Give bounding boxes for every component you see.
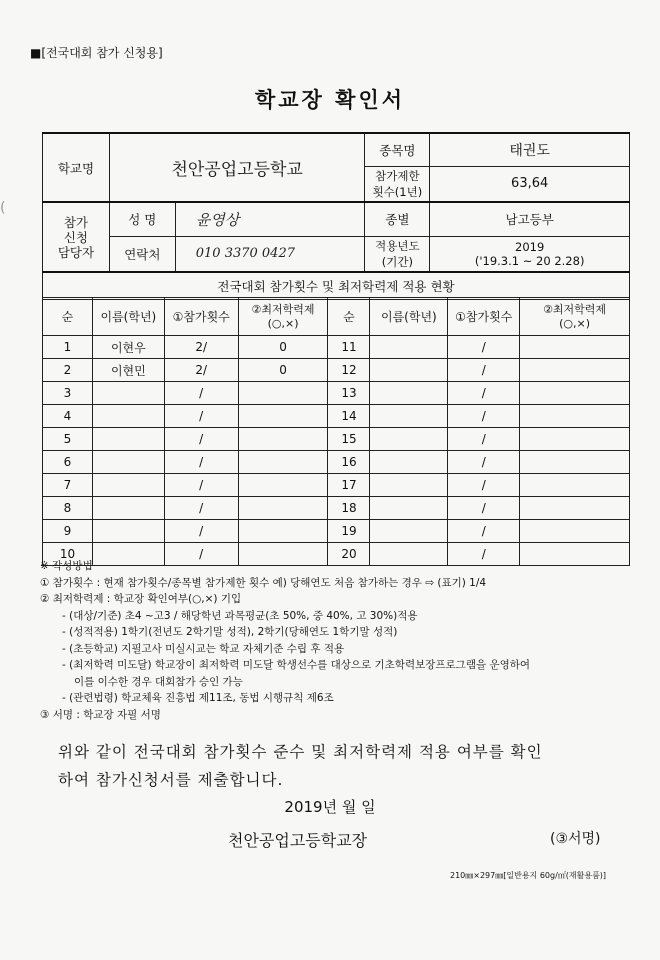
- signature-placeholder: (③서명): [550, 831, 601, 847]
- row-min: [520, 474, 630, 497]
- row-name: [370, 382, 448, 405]
- row-min: [238, 520, 328, 543]
- row-min: [238, 428, 328, 451]
- row-min: 0: [238, 359, 328, 382]
- row-no: 16: [328, 451, 370, 474]
- statement-line-1: 위와 같이 전국대회 참가횟수 준수 및 최저학력제 적용 여부를 확인: [58, 743, 543, 761]
- row-name: [92, 405, 164, 428]
- table-header-row: [43, 298, 630, 336]
- row-name: [370, 451, 448, 474]
- margin-mark: (: [0, 200, 6, 216]
- table-row: [43, 405, 630, 428]
- col-min: ②최저학력제 (○,×): [238, 298, 328, 336]
- row-no: 5: [43, 428, 93, 451]
- row-min: [520, 405, 630, 428]
- row-count: /: [448, 359, 520, 382]
- row-name: [370, 336, 448, 359]
- row-count: /: [448, 428, 520, 451]
- division-label: 종별: [365, 202, 430, 236]
- col-name-2: 이름(학년): [370, 298, 448, 336]
- row-count: /: [164, 405, 238, 428]
- row-no: 13: [328, 382, 370, 405]
- name-label: 성 명: [109, 202, 175, 236]
- row-count: /: [448, 405, 520, 428]
- row-count: /: [448, 520, 520, 543]
- note-2c: - (초등학교) 지필고사 미실시교는 학교 자체기준 수립 후 적용: [62, 642, 345, 655]
- table-row: [43, 359, 630, 382]
- participation-table: [42, 297, 630, 566]
- section-title: 전국대회 참가횟수 및 최저학력제 적용 현황: [43, 272, 630, 300]
- row-count: /: [164, 382, 238, 405]
- date-line: 2019년 월 일: [284, 798, 376, 816]
- table-row: [43, 336, 630, 359]
- row-count: /: [164, 428, 238, 451]
- row-min: [520, 451, 630, 474]
- note-2e: - (관련법령) 학교체육 진흥법 제11조, 동법 시행규칙 제6조: [62, 692, 334, 704]
- row-min: [238, 405, 328, 428]
- row-no: 2: [43, 359, 93, 382]
- row-no: 12: [328, 359, 370, 382]
- row-name: [370, 405, 448, 428]
- col-count: ①참가횟수: [164, 298, 238, 336]
- row-name: 이현우: [92, 336, 164, 359]
- row-no: 20: [328, 543, 370, 566]
- row-count: /: [164, 520, 238, 543]
- notes-heading: ※ 작성방법: [40, 560, 93, 572]
- name-value: 윤영상: [175, 202, 365, 236]
- col-name: 이름(학년): [92, 298, 164, 336]
- row-no: 18: [328, 497, 370, 520]
- contact-label: 연락처: [109, 236, 175, 272]
- col-no: 순: [43, 298, 93, 336]
- row-count: 2/: [164, 359, 238, 382]
- row-min: [238, 451, 328, 474]
- row-min: [520, 428, 630, 451]
- row-name: [92, 497, 164, 520]
- form-tag: ■[전국대회 참가 신청용]: [30, 46, 163, 60]
- year-label: 적용년도 (기간): [365, 236, 430, 272]
- row-count: /: [448, 336, 520, 359]
- row-count: /: [448, 451, 520, 474]
- row-min: [238, 382, 328, 405]
- row-name: [92, 520, 164, 543]
- row-no: 7: [43, 474, 93, 497]
- row-no: 6: [43, 451, 93, 474]
- row-no: 11: [328, 336, 370, 359]
- row-count: /: [448, 474, 520, 497]
- row-no: 14: [328, 405, 370, 428]
- row-no: 15: [328, 428, 370, 451]
- row-count: /: [164, 497, 238, 520]
- row-name: 이현민: [92, 359, 164, 382]
- note-2d: - (최저학력 미도달) 학교장이 최저학력 미도달 학생선수를 대상으로 기초학력보장프로그램을 운영하여: [62, 659, 531, 671]
- row-name: [92, 474, 164, 497]
- row-min: [238, 497, 328, 520]
- row-name: [370, 474, 448, 497]
- note-2: ② 최저학력제 : 학교장 확인여부(○,×) 기입: [40, 593, 242, 605]
- table-row: [43, 428, 630, 451]
- school-value: 천안공업고등학교: [109, 133, 365, 202]
- applicant-label: 참가 신청 담당자: [43, 202, 110, 272]
- col-no-2: 순: [328, 298, 370, 336]
- row-no: 19: [328, 520, 370, 543]
- instructions: [40, 558, 640, 723]
- row-no: 17: [328, 474, 370, 497]
- division-value: 남고등부: [430, 202, 630, 236]
- statement: [58, 738, 618, 794]
- contact-value: 010 3370 0427: [175, 236, 365, 272]
- note-3: ③ 서명 : 학교장 자필 서명: [40, 708, 161, 721]
- row-count: /: [448, 382, 520, 405]
- row-min: [520, 520, 630, 543]
- principal-title: 천안공업고등학교장: [228, 831, 368, 850]
- page-title: 학교장 확인서: [254, 88, 406, 112]
- row-name: [92, 382, 164, 405]
- event-label: 종목명: [365, 133, 430, 166]
- info-table: [42, 132, 630, 300]
- table-row: [43, 497, 630, 520]
- row-count: 2/: [164, 336, 238, 359]
- table-row: [43, 451, 630, 474]
- limit-label: 참가제한 횟수(1년): [365, 166, 430, 202]
- col-count-2: ①참가횟수: [448, 298, 520, 336]
- row-no: 3: [43, 382, 93, 405]
- row-no: 8: [43, 497, 93, 520]
- row-no: 4: [43, 405, 93, 428]
- row-min: [520, 497, 630, 520]
- row-name: [92, 451, 164, 474]
- row-min: [238, 474, 328, 497]
- limit-value: 63,64: [430, 166, 630, 202]
- paper-spec: 210㎜×297㎜[일반용지 60g/㎡(재활용품)]: [450, 871, 607, 880]
- note-1: ① 참가횟수 : 현재 참가횟수/종목별 참가제한 횟수 예) 당해연도 처음 참가하는 경우 ⇨ (표기) 1/4: [40, 576, 487, 589]
- row-name: [370, 497, 448, 520]
- table-row: [43, 474, 630, 497]
- row-min: 0: [238, 336, 328, 359]
- row-name: [92, 428, 164, 451]
- table-row: [43, 382, 630, 405]
- row-count: /: [164, 474, 238, 497]
- row-count: /: [164, 543, 238, 566]
- row-min: [520, 359, 630, 382]
- row-min: [520, 382, 630, 405]
- row-no: 10: [43, 543, 93, 566]
- row-name: [370, 428, 448, 451]
- row-no: 1: [43, 336, 93, 359]
- row-count: /: [164, 451, 238, 474]
- row-count: /: [448, 497, 520, 520]
- statement-line-2: 하여 참가신청서를 제출합니다.: [58, 771, 284, 789]
- row-no: 9: [43, 520, 93, 543]
- note-2a: - (대상/기준) 초4 ~고3 / 해당학년 과목평균(초 50%, 중 40%, 고 30%)적용: [62, 609, 418, 622]
- row-count: /: [448, 543, 520, 566]
- row-name: [370, 359, 448, 382]
- school-label: 학교명: [43, 133, 110, 202]
- note-2d-cont: 이를 이수한 경우 대회참가 승인 가능: [74, 675, 243, 688]
- col-min-2: ②최저학력제 (○,×): [520, 298, 630, 336]
- event-value: 태권도: [430, 133, 630, 166]
- table-row: [43, 520, 630, 543]
- year-value: 2019 ('19.3.1 ~ 20 2.28): [430, 236, 630, 272]
- row-min: [520, 336, 630, 359]
- note-2b: - (성적적용) 1학기(전년도 2학기말 성적), 2학기(당해연도 1학기말 성적): [62, 626, 398, 638]
- row-name: [370, 520, 448, 543]
